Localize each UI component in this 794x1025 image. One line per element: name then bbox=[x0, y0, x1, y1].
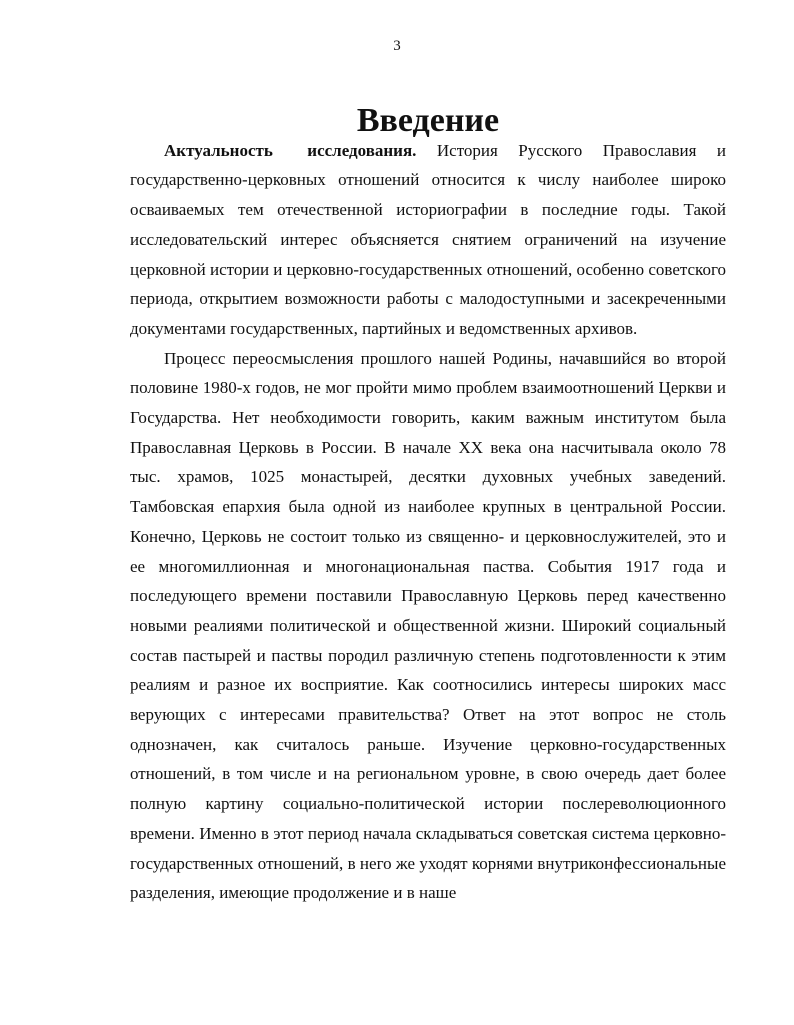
paragraph-relevance bbox=[130, 136, 726, 344]
page-content bbox=[130, 102, 726, 908]
section-heading: Введение bbox=[356, 102, 500, 139]
paragraph-process: Процесс переосмысления прошлого нашей Родины, начавшийся во второй половине 1980-х годов, не мог пройти мимо проблем взаимоотношений Церкви и Государства. Нет необходимости говорить, каким важным институтом была Православная Церковь в России. В начале XX века она насчитывала около 78 тыс. храмов, 1025 монастырей, десятки духовных учебных заведений. Тамбовская епархия была одной из наиболее крупных в центральной России. Конечно, Церковь не состоит только из священно- и церковнослужителей, это и ее многомиллионная и многонациональная паства. События 1917 года и последующего времени поставили Православную Церковь перед качественно новыми реалиями политической и общественной жизни. Широкий социальный состав пастырей и паствы породил различную степень подготовленности к этим реалиям и разное их восприятие. Как соотносились интересы широких масс верующих с интересами правительства? Ответ на этот вопрос не столь однозначен, как считалось раньше. Изучение церковно-государственных отношений, в том числе и на региональном уровне, в свою очередь дает более полную картину социально-политической истории послереволюционного времени. Именно в этот период начала складываться советская система церковно-государственных отношений, в него же уходят корнями внутриконфессиональные разделения, имеющие продолжение и в наше bbox=[130, 348, 726, 903]
paragraph-lead: Актуальность исследования. bbox=[164, 140, 417, 160]
paragraph-text: История Русского Православия и государственно-церковных отношений относится к числу наиболее широко осваиваемых тем отечественной историографии в последние годы. Такой исследовательский интерес объясняется снятием ограничений на изучение церковной истории и церковно-государственных отношений, особенно советского периода, открытием возможности работы с малодоступными и засекреченными документами государственных, партийных и ведомственных архивов. bbox=[130, 140, 726, 338]
page-number: 3 bbox=[393, 38, 401, 54]
